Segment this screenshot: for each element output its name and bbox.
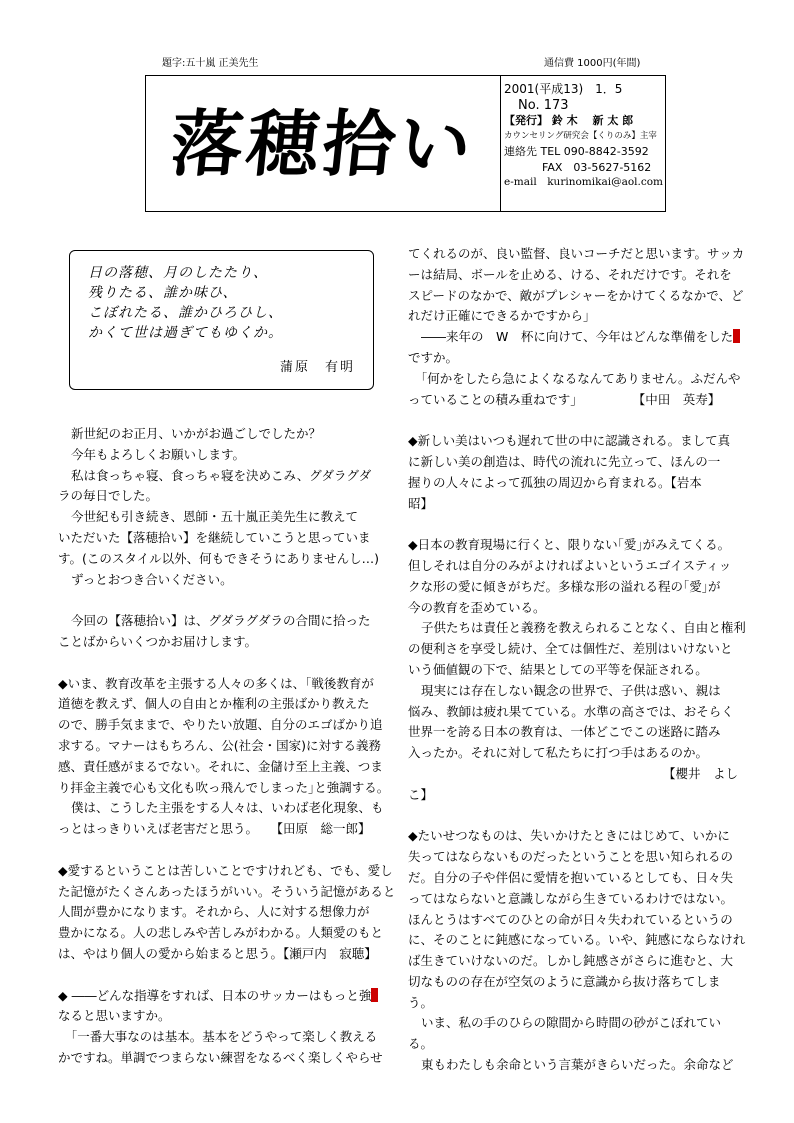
poem-line: こぼれたる、誰かひろひし、: [88, 305, 283, 321]
contact-email: e-mail kurinomikai@aol.com: [504, 176, 664, 188]
text-line: ので、勝手気ままで、やりたい放題、自分のエゴばかり追: [58, 717, 383, 733]
text-line: ◆新しい美はいつも遅れて世の中に認識される。まして真: [408, 433, 731, 449]
left-column: [58, 424, 396, 1069]
text-line: ◆いま、教育改革を主張する人々の多くは、｢戦後教育が: [58, 675, 374, 691]
text-line: ですか。: [408, 349, 459, 365]
text-line: ほんとうはすべてのひとの命が日々失われているというの: [408, 911, 733, 927]
text-line: 但しそれは自分のみがよければよいというエゴイスティッ: [408, 557, 732, 573]
red-marker-icon: [733, 329, 740, 343]
text-line: ずっとおつき合いください。: [71, 571, 233, 587]
poem-author: 蒲原 有明: [279, 360, 355, 375]
text-line: ば生きていけないのだ。しかし鈍感さがさらに進むと、大: [408, 953, 734, 969]
red-marker-icon: [371, 988, 378, 1002]
text-line: 感、責任感がまるでない。それに、金儲け至上主義、つま: [58, 758, 383, 774]
text-line: 世界一を誇る日本の教育は、一体どこでこの迷路に踏み: [408, 724, 721, 740]
text-line: ラの毎日でした。: [58, 488, 159, 504]
text-line: 【櫻井 よし: [662, 765, 738, 781]
text-line: ◆日本の教育現場に行くと、限りない｢愛｣がみえてくる。: [408, 537, 731, 553]
text-line: は、やはり個人の愛から始まると思う。【瀬戸内 寂聴】: [58, 945, 377, 961]
text-line: 求する。マナーはもちろん、公(社会・国家)に対する義務: [58, 737, 382, 753]
issue-number: No. 173: [518, 97, 569, 113]
issue-date: 2001(平成13) 1．5: [504, 82, 623, 96]
text-line: てくれるのが、良い監督、良いコーチだと思います。サッカ: [408, 246, 745, 261]
text-line: に、そのことに鈍感になっている。いや、鈍感にならなけれ: [408, 932, 746, 948]
text-line: の便利さを享受し続け、全ては個性だ、差別はいけないと: [408, 641, 733, 657]
text-line: り拝金主義で心も文化も吹っ飛んでしまった｣と強調する。: [58, 779, 390, 795]
calligraphy-credit: 題字:五十嵐 正美先生: [162, 58, 259, 69]
text-line: 失ってはならないものだったということを思い知られるの: [408, 849, 734, 865]
poem-box: [69, 250, 374, 390]
text-line: ことばからいくつかお届けします。: [58, 633, 258, 649]
title-cell: [146, 76, 501, 211]
text-line: 今年もよろしくお願いします。: [71, 446, 246, 462]
text-line: に新しい美の創造は、時代の流れに先立って、ほんの一: [408, 453, 721, 469]
issue-info: [504, 82, 664, 191]
contact-fax: FAX 03-5627-5162: [542, 160, 652, 174]
text-line: 東もわたしも余命という言葉がきらいだった。余命など: [421, 1057, 734, 1073]
text-line: 子供たちは責任と義務を教えられることなく、自由と権利: [421, 620, 746, 636]
text-line: 今回の【落穂拾い】は、グダラグダラの合間に拾った: [71, 613, 371, 629]
text-line: ◆愛するということは苦しいことですけれども、でも、愛し: [58, 862, 393, 878]
poem-line: 残りたる、誰か味ひ、: [88, 285, 238, 301]
text-line: ｢一番大事なのは基本。基本をどうやって楽しく教える: [71, 1029, 378, 1045]
subscription-fee: 通信費 1000円(年間): [544, 58, 641, 69]
text-line: っとはっきりいえば老害だと思う。 【田原 総一郎】: [58, 821, 371, 837]
text-line: なると思いますか。: [58, 1008, 171, 1024]
text-line: [58, 986, 388, 1007]
text-line: スピードのなかで、敵がプレシャーをかけてくるなかで、ど: [408, 287, 744, 303]
text-line: 昭】: [408, 495, 434, 511]
text-line: ってはならないと意識しながら生きているわけではない。: [408, 890, 734, 906]
poem-line: かくて世は過ぎてもゆくか。: [88, 325, 283, 341]
text-line: 私は食っちゃ寝、食っちゃ寝を決めこみ、グダラグダ: [71, 467, 372, 483]
text-line: いま、私の手のひらの隙間から時間の砂がこぼれてい: [421, 1015, 722, 1031]
text-line: こ】: [408, 786, 434, 802]
text-line: 現実には存在しない観念の世界で、子供は惑い、親は: [421, 682, 721, 698]
text-line: ｢何かをしたら急によくなるなんてありません。ふだんや: [421, 370, 741, 386]
text-line: 僕は、こうした主張をする人々は、いわば老化現象、も: [71, 800, 384, 816]
text-line: 今の教育を歪めている。: [408, 599, 546, 615]
affiliation: カウンセリング研究会【くりのみ】主宰: [504, 130, 657, 141]
text-line: す。(このスタイル以外、何もできそうにありませんし…): [58, 550, 380, 566]
text-line: クな形の愛に傾きがちだ。多様な形の溢れる程の｢愛｣が: [408, 578, 721, 594]
right-column: [408, 244, 746, 1076]
text-line: っていることの積み重ねです｣ 【中田 英寿】: [408, 391, 721, 407]
text-line: ◆たいせつなものは、失いかけたときにはじめて、いかに: [408, 828, 730, 844]
text-line: いただいた【落穂拾い】を継続していこうと思っていま: [58, 529, 371, 545]
text-line: 豊かになる。人の悲しみや苦しみがわかる。人類愛のもと: [58, 925, 384, 941]
text-segment: ――来年の W 杯に向けて、今年はどんな準備をした: [421, 329, 734, 345]
text-line: る。: [408, 1036, 434, 1052]
text-line: た記憶がたくさんあったほうがいい。そういう記憶があると: [58, 883, 396, 899]
text-line: 道徳を教えず、個人の自由とか権利の主張ばかり教えた: [58, 696, 370, 712]
contact-tel: 連絡先 TEL 090-8842-3592: [504, 145, 649, 158]
text-line: 今世紀も引き続き、恩師・五十嵐正美先生に教えて: [71, 509, 359, 525]
text-line: かですね。単調でつまらない練習をなるべく楽しくやらせ: [58, 1049, 383, 1065]
text-line: ーは結局、ボールを止める、ける、それだけです。それを: [408, 266, 732, 282]
masthead: [145, 75, 666, 212]
text-line: 入ったか。それに対して私たちに打つ手はあるのか。: [408, 745, 709, 761]
newsletter-title: 落穂拾い: [166, 101, 480, 186]
publisher: 【発行】 鈴 木 新 太 郎: [504, 114, 634, 127]
text-line: 悩み、教師は疲れ果てている。水準の高さでは、おそらく: [408, 703, 734, 719]
text-line: だ。自分の子や伴侶に愛情を抱いているとしても、日々失: [408, 869, 734, 885]
text-line: 握りの人々によって孤独の周辺から育まれる。【岩本: [408, 474, 702, 490]
text-line: れだけ正確にできるかですから｣: [408, 308, 590, 324]
text-line: [408, 327, 738, 348]
text-line: 新世紀のお正月、いかがお過ごしでしたか？: [71, 426, 322, 441]
text-line: 切なものの存在が空気のように意識から抜け落ちてしま: [408, 973, 721, 989]
text-line: う。: [408, 994, 434, 1010]
text-line: いう価値観の下で、結果としての平等を保証される。: [408, 661, 708, 677]
text-line: 人間が豊かになります。それから、人に対する想像力が: [58, 904, 370, 920]
poem-lines: [88, 263, 368, 343]
poem-line: 日の落穂、月のしたたり、: [88, 265, 268, 281]
text-segment: ◆ ――どんな指導をすれば、日本のサッカーはもっと強: [58, 987, 372, 1003]
